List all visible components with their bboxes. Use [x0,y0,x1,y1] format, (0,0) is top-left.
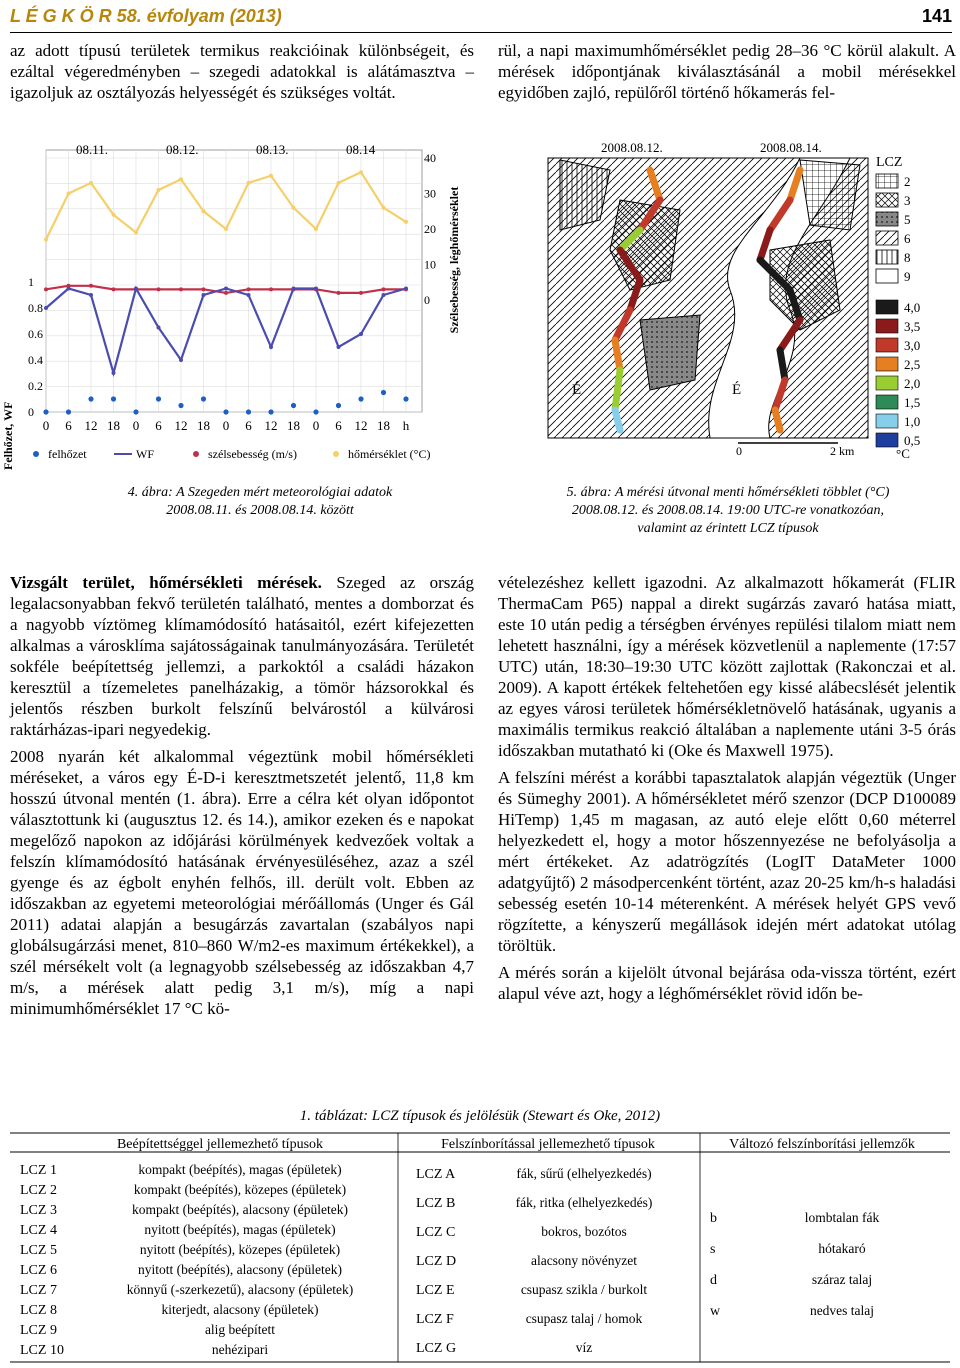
hour-tick: 18 [197,418,210,433]
series-point [112,287,116,291]
legend-label: szélsebesség (m/s) [208,447,297,461]
series-point [179,358,183,362]
series-point [382,206,386,210]
left-axis-ticks [28,275,43,419]
lcz-desc: kompakt (beépítés), közepes (épületek) [133,1182,347,1197]
lcz-label: 2 [904,174,911,189]
series-point [43,409,48,414]
hour-tick: 6 [65,418,72,433]
lcz-label: 6 [904,231,911,246]
lcz-code: LCZ G [416,1341,457,1356]
lcz-code: LCZ D [416,1254,457,1269]
legend-label: felhőzet [48,447,87,461]
hour-tick: h [402,418,410,433]
lcz-swatch [876,269,898,283]
right-tick: 20 [424,222,436,236]
figure-5-caption: 5. ábra: A mérési útvonal menti hőmérsékleti többlet (°C) 2008.08.12. és 2008.08.14. 19:00 UTC-re vonatkozóan, valamint az érintett LCZ típusok [566,485,890,536]
lcz-code: LCZ B [416,1196,456,1211]
series-point [224,291,228,295]
series-point [134,287,138,291]
variable-code: d [710,1273,717,1288]
series-point [67,192,71,196]
figure-5-map [500,140,960,475]
temp-label: 4,0 [904,300,921,315]
temp-swatch [876,414,898,428]
lcz-code: LCZ 7 [20,1283,57,1298]
scale-2km: 2 km [830,444,855,458]
left-tick: 0.4 [28,353,43,367]
series-point [89,293,93,297]
route-segment [615,410,620,430]
series-point [134,231,138,235]
lcz-desc: nyitott (beépítés), alacsony (épületek) [138,1262,342,1277]
temp-swatch [876,338,898,352]
lcz-desc: fák, ritka (elhelyezkedés) [515,1195,653,1210]
right-axis-ticks [424,151,436,307]
lcz-code: LCZ 9 [20,1323,57,1338]
hour-ticks [43,418,410,433]
lcz-swatch [876,212,898,226]
series-point [157,326,161,330]
temp-swatch [876,395,898,409]
temp-unit: °C [896,446,910,461]
series-point [359,170,363,174]
series-point [89,181,93,185]
lcz-legend-title: LCZ [876,155,903,170]
lcz-table [0,1130,960,1366]
legend-marker [193,451,199,457]
series-point [359,332,363,336]
hour-tick: 0 [312,418,320,433]
series-point [291,403,296,408]
lcz-desc: csupasz talaj / homok [525,1311,643,1326]
variable-desc: nedves talaj [809,1303,875,1318]
route-segment [775,410,780,430]
paragraph-5: A mérés során a kijelölt útvonal bejárása oda-vissza történt, ezért alapul véve azt, hogy a léghőmérséklet rövid időn be- [498,963,956,1003]
temp-swatch [876,357,898,371]
lcz-desc: nyitott (beépítés), közepes (épületek) [139,1242,341,1257]
table-header-variable: Változó felszínborítási jellemzők [729,1137,915,1152]
series-point [381,390,386,395]
left-tick: 0.6 [28,327,43,341]
date-label-1: 2008.08.12. [601,140,663,155]
series-point [202,293,206,297]
series-point [133,409,138,414]
temp-swatch [876,319,898,333]
journal-title: L É G K Ö R 58. évfolyam (2013) [10,6,282,26]
paragraph-2: 2008 nyarán két alkalommal végeztünk mobil hőmérsékleti méréseket, a város egy É-D-i keresztmetszetét jelentő, 11,8 km hosszú útvonal mentén (1. ábra). Erre a célra két olyan időpontot választottunk ki (augusztus 12. és 14.), amikor ezeken és e napokat megelőző napokon az időjárási körülmények kedvezőek voltak a felszín klímamódosító hatásának érvényesüléséhez, azaz a szél gyenge és az égbolt enyhén felhős, ill. derült volt. Ebben az időszakban az egyetemi meteorológiai mérőállomás (Unger és Gál 2011) adatai alapján a besugárzás zavartalan (szabályos napi globálsugárzási menet, 810–860 W/m2-es maximum értékekkel), a szél mérsékelt volt (a legnagyobb szélsebesség az időszakban 4,7 m/s, a mérések alatt pedig 3,1 m/s), míg a napi minimumhőmérséklet 17 °C kö- [10,747,474,1018]
figure-4-chart [0,140,480,470]
series-point [337,291,341,295]
lcz-desc: kiterjedt, alacsony (épületek) [161,1302,319,1317]
right-tick: 40 [424,151,436,165]
variable-code: b [710,1211,717,1226]
lcz-label: 9 [904,269,911,284]
hour-tick: 18 [287,418,300,433]
date-label: 08.13. [256,142,289,157]
legend-marker [33,451,39,457]
hour-tick: 6 [245,418,252,433]
lcz-code: LCZ 4 [20,1223,57,1238]
temp-label: 1,5 [904,395,921,410]
temp-label: 0,5 [904,433,921,448]
hour-tick: 12 [354,418,368,433]
temp-label: 3,5 [904,319,921,334]
lcz-code: LCZ 3 [20,1203,57,1218]
series-point [88,396,93,401]
series-point [89,284,93,288]
lcz-desc: bokros, bozótos [541,1224,627,1239]
hour-tick: 0 [132,418,140,433]
page-header [10,6,952,33]
lcz-code: LCZ F [416,1312,454,1327]
scale-zero: 0 [736,444,742,458]
north-label-2: É [732,382,742,398]
figure-4-caption: 4. ábra: A Szegeden mért meteorológiai adatok 2008.08.11. és 2008.08.14. között [127,485,393,518]
temp-label: 3,0 [904,338,921,353]
date-label: 08.12. [166,142,199,157]
series-point [112,371,116,375]
top-right-paragraph: rül, a napi maximumhőmérséklet pedig 28–36 °C körül alakult. A mérések időpontjának kiválasztásánál a mobil mérésekkel egyidőben zajló, repülőről történő hőkamerás fel- [498,41,956,102]
series-point [156,396,161,401]
variable-desc: száraz talaj [811,1272,873,1287]
lcz-code: LCZ 10 [20,1343,64,1358]
series-point [224,287,228,291]
series-point [67,287,71,291]
series-point [269,345,273,349]
lcz-desc: alig beépített [204,1322,276,1337]
series-point [336,403,341,408]
lcz-swatch [876,193,898,207]
temp-swatch [876,433,898,447]
lcz-label: 5 [904,212,911,227]
legend-marker [333,451,339,457]
lcz-desc: kompakt (beépítés), alacsony (épületek) [132,1202,348,1217]
series-point [314,287,318,291]
series-point [202,209,206,213]
series-point [337,345,341,349]
lcz-legend [876,174,911,284]
table-body [20,1162,880,1358]
lcz-desc: víz [575,1340,593,1355]
legend-label: hőmérséklet (°C) [348,447,431,461]
series-point [292,206,296,210]
date-label: 08.14 [346,142,376,157]
route-segment [615,340,620,370]
lcz-code: LCZ 8 [20,1303,57,1318]
right-axis-label: Szélsebesség, léghőmérséklet [447,186,461,334]
temp-label: 2,0 [904,376,921,391]
series-point [337,181,341,185]
left-axis-label: Felhőzet, WF [1,401,15,470]
route-segment [615,370,620,410]
paragraph-3: vételezéshez kellett igazodni. Az alkalmazott hőkamerát (FLIR ThermaCam P65) nappal a direkt sugárzás zavaró hatása miatt, este 10 után pedig a térségben érvényes repülési tilalom miatt nem lehetett használni, így a mérések közvetlenül a naplemente (17:57 UTC) után, 18:30–19:30 UTC között zajlottak (Rakonczai et al. 2009). A kapott értékek feltehetően egy kissé alábecslését jelentik az egyes városi területek hőmérsékletnövelő hatásának, ugyanis a maximális termikus reakció általában a naplemente utáni 3-5 órás időszakban mutatható ki (Oke és Maxwell 1975). [498,573,956,760]
temp-swatch [876,376,898,390]
left-tick: 0.8 [28,301,43,315]
series-point [268,409,273,414]
lcz-code: LCZ 5 [20,1243,57,1258]
lcz-label: 3 [904,193,911,208]
lcz-swatch [876,231,898,245]
lcz-code: LCZ C [416,1225,456,1240]
temp-label: 1,0 [904,414,921,429]
series-point [247,287,251,291]
hour-tick: 0 [42,418,50,433]
lcz-desc: kompakt (beépítés), magas (épületek) [138,1162,342,1177]
series-point [179,177,183,181]
lcz-desc: nehézipari [211,1342,269,1357]
right-tick: 10 [424,257,436,272]
top-left-paragraph: az adott típusú területek termikus reakcióinak különbségeit, és ezáltal végeredményben – szegedi adatokkal is alátámasztva – igazoljuk az osztályozás helyességét és szükséges voltát. [10,41,474,102]
hour-tick: 0 [222,418,230,433]
left-tick: 0.2 [28,379,43,393]
series-point [247,293,251,297]
lcz-code: LCZ 1 [20,1163,57,1178]
series-point [223,409,228,414]
north-label-1: É [572,382,582,398]
left-column [10,572,474,1025]
series-point [112,213,116,217]
temp-label: 2,5 [904,357,921,372]
date-label: 08.11. [76,142,109,157]
series-point [202,287,206,291]
section-heading: Vizsgált terület, hőmérsékleti mérések. [10,573,322,592]
series-point [179,287,183,291]
series-point [403,396,408,401]
temp-swatch [876,300,898,314]
series-point [314,227,318,231]
table-header-built: Beépítettséggel jellemezhető típusok [116,1137,324,1152]
series-point [44,306,48,310]
series-point [246,409,251,414]
lcz-swatch [876,250,898,264]
paragraph-1: Vizsgált terület, hőmérsékleti mérések. Szeged az ország legalacsonyabban fekvő területén található, mentes a domborzat és a nagyobb víztömeg klímamódosító hatásaitól, ezért kifejezetten alkalmas a városklíma sajátosságainak tanulmányozására. Területét sokféle beépítettség jellemzi, a parkoktól a családi házakon keresztül a tízemeletes panelházakig, a tömör házsorokkal és jelentős részben burkolt felszínű belvárostól a külvárosi raktárházas-ipari negyedekig. [10,573,474,739]
variable-desc: lombtalan fák [804,1210,880,1225]
route-segment [780,350,785,380]
paragraph-4: A felszíni mérést a korábbi tapasztalatok alapján végeztük (Unger és Sümeghy 2001). A hőmérsékletet mérő szenzor (DCP D100089 HiTemp) 1,45 m magasan, az autó eleje előtt 0,60 méterrel helyezkedett el, hogy a motor hőszennyezése ne befolyásolja a mért értékeket. Az adatrögzítés (LogIT DataMeter 1000 adatgyűjtő) 2 másodpercenként történt, azaz 20-25 km/h-s haladási sebesség esetén 10-14 méterenként. A mérések helyét GPS vevő rögzítette, a kényszerű megállások idején mért adatokat utólag töröltük. [498,768,956,955]
hour-tick: 12 [84,418,98,433]
lcz-code: LCZ 2 [20,1183,57,1198]
variable-desc: hótakaró [818,1241,866,1256]
lcz-code: LCZ E [416,1283,455,1298]
series-point [44,287,48,291]
hour-tick: 6 [155,418,162,433]
lcz-code: LCZ A [416,1167,456,1182]
series-point [382,287,386,291]
series-point [157,287,161,291]
lcz-desc: nyitott (beépítés), magas (épületek) [144,1222,336,1237]
right-column [498,572,956,1010]
table-header-cover: Felszínborítással jellemezhető típusok [441,1137,655,1152]
series-point [359,291,363,295]
date-label-2: 2008.08.14. [760,140,822,155]
variable-code: s [710,1242,716,1257]
hour-tick: 18 [107,418,120,433]
series-point [269,287,273,291]
lcz-swatch [876,174,898,188]
hour-tick: 12 [174,418,188,433]
series-point [178,403,183,408]
lcz-desc: könnyű (-szerkezetű), alacsony (épületek) [126,1282,354,1297]
legend-label: WF [136,447,154,461]
right-tick: 30 [424,186,436,201]
series-point [313,409,318,414]
hour-tick: 18 [377,418,390,433]
chart-legend [33,447,430,461]
series-point [382,293,386,297]
series-point [247,181,251,185]
hour-tick: 12 [264,418,278,433]
right-tick: 0 [424,293,430,307]
table-caption: 1. táblázat: LCZ típusok és jelölésük (Stewart és Oke, 2012) [299,1108,661,1124]
lcz-desc: csupasz szikla / burkolt [520,1282,648,1297]
left-tick: 0 [28,405,34,419]
page-number: 141 [921,6,952,26]
series-point [358,396,363,401]
lcz-desc: alacsony növényzet [530,1253,638,1268]
series-point [66,409,71,414]
hour-tick: 6 [335,418,342,433]
lcz-code: LCZ 6 [20,1263,57,1278]
series-point [269,174,273,178]
series-point [292,287,296,291]
series-point [44,238,48,242]
lcz-desc: fák, sűrű (elhelyezkedés) [516,1166,652,1181]
series-point [224,227,228,231]
variable-code: w [710,1304,721,1319]
series-point [201,396,206,401]
temperature-legend [876,300,920,448]
lcz-label: 8 [904,250,911,265]
series-point [404,220,408,224]
left-tick: 1 [28,275,34,289]
series-point [111,396,116,401]
series-point [157,188,161,192]
series-point [404,287,408,291]
